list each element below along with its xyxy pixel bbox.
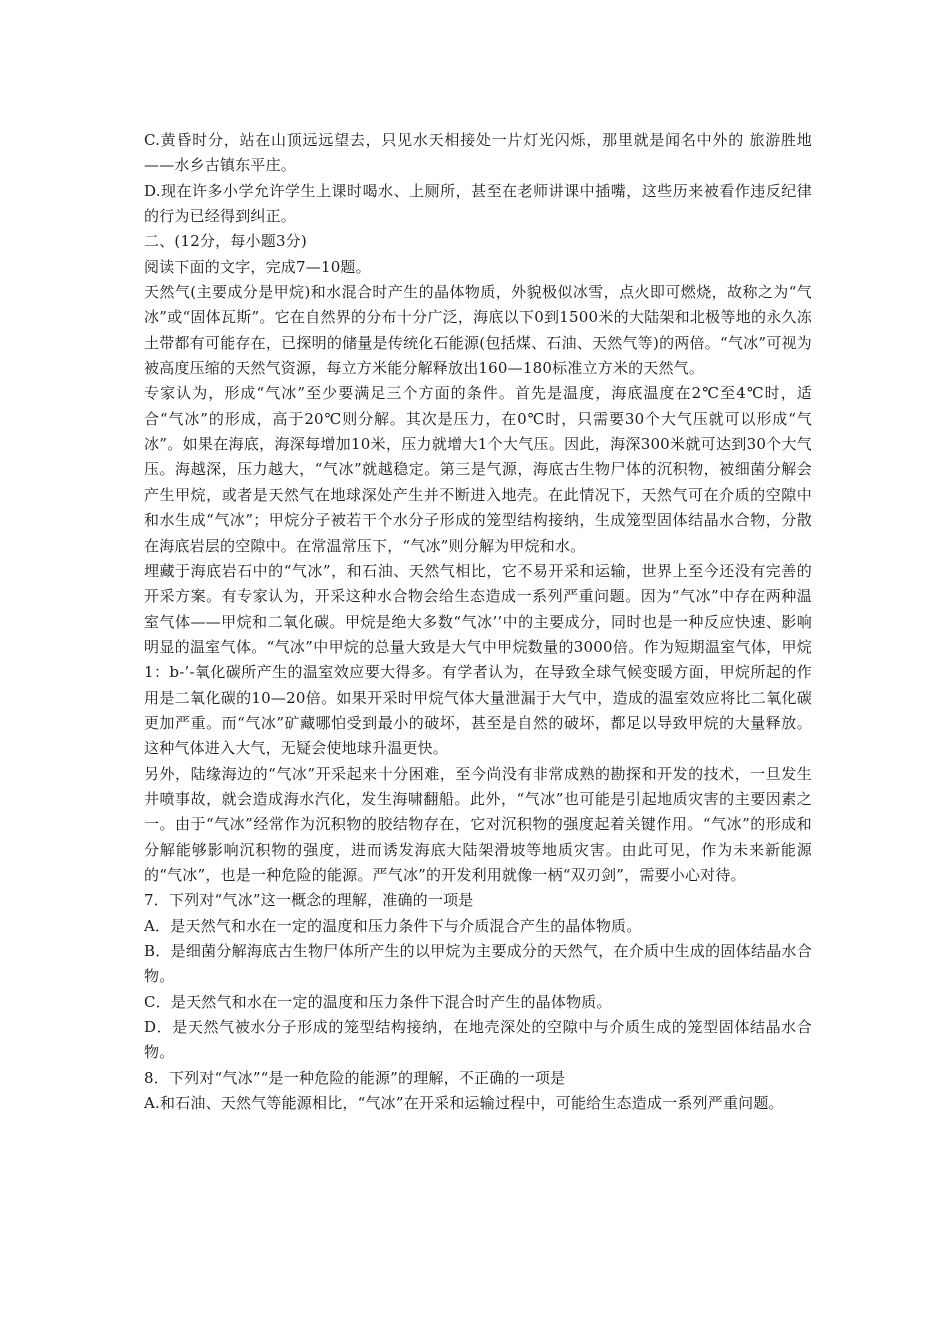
question-8-option-a: A.和石油、天然气等能源相比，“气冰”在开采和运输过程中，可能给生态造成一系列严重问题。 [144, 1094, 784, 1113]
question-7-option-d: D．是天然气被水分子形成的笼型结构接纳，在地壳深处的空隙中与介质生成的笼型固体结晶水合物。 [144, 1018, 812, 1062]
option-c-paragraph: C.黄昏时分，站在山顶远远望去，只见水天相接处一片灯光闪烁，那里就是闻名中外的 旅游胜地——水乡古镇东平庄。 [144, 131, 812, 175]
document-page [144, 128, 812, 1116]
passage-paragraph-2: 专家认为，形成“气冰”至少要满足三个方面的条件。首先是温度，海底温度在2℃至4℃时，适合“气冰”的形成，高于20℃则分解。其次是压力，在0℃时，只需要30个大气压就可以形成“气冰”。如果在海底，海深每增加10米，压力就增大1个大气压。因此，海深300米就可达到30个大气压。海越深，压力越大，“气冰”就越稳定。第三是气源，海底古生物尸体的沉积物，被细菌分解会产生甲烷，或者是天然气在地球深处产生并不断进入地壳。在此情况下，天然气可在介质的空隙中和水生成“气冰”；甲烷分子被若干个水分子形成的笼型结构接纳，生成笼型固体结晶水合物，分散在海底岩层的空隙中。在常温常压下，“气冰”则分解为甲烷和水。 [144, 384, 812, 555]
question-7-option-a: A．是天然气和水在一定的温度和压力条件下与介质混合产生的晶体物质。 [144, 916, 642, 935]
section-heading: 二、(12分，每小题3分) [144, 232, 307, 251]
passage-paragraph-3: 埋藏于海底岩石中的“气冰”，和石油、天然气相比，它不易开采和运输，世界上至今还没有完善的开采方案。有专家认为，开采这种水合物会给生态造成一系列严重问题。因为“气冰”中存在两种温室气体——甲烷和二氧化碳。甲烷是绝大多数“气冰’’中的主要成分，同时也是一种反应快速、影响明显的温室气体。“气冰”中甲烷的总量大致是大气中甲烷数量的3000倍。作为短期温室气体，甲烷1：b-’-氧化碳所产生的温室效应要大得多。有学者认为，在导致全球气候变暖方面，甲烷所起的作用是二氧化碳的10—20倍。如果开采时甲烷气体大量泄漏于大气中，造成的温室效应将比二氧化碳更加严重。而“气冰”矿藏哪怕受到最小的破坏，甚至是自然的破坏，都足以导致甲烷的大量释放。这种气体进入大气，无疑会使地球升温更快。 [144, 561, 812, 758]
question-8: 8．下列对“气冰”“是一种危险的能源”的理解，不正确的一项是 [144, 1068, 566, 1087]
question-7-option-c: C．是天然气和水在一定的温度和压力条件下混合时产生的晶体物质。 [144, 992, 612, 1011]
passage-paragraph-4: 另外，陆缘海边的“气冰”开采起来十分困难，至今尚没有非常成熟的勘探和开发的技术，一旦发生井喷事故，就会造成海水汽化，发生海啸翻船。此外，“气冰”也可能是引起地质灾害的主要因素之一。由于“气冰”经常作为沉积物的胶结物存在，它对沉积物的强度起着关键作用。“气冰”的形成和分解能够影响沉积物的强度，进而诱发海底大陆架滑坡等地质灾害。由此可见，作为未来新能源的“气冰”，也是一种危险的能源。严气冰”的开发利用就像一柄“双刃剑”，需要小心对待。 [144, 764, 812, 884]
question-7: 7．下列对“气冰”这一概念的理解，准确的一项是 [144, 891, 474, 910]
question-7-option-b: B．是细菌分解海底古生物尸体所产生的以甲烷为主要成分的天然气，在介质中生成的固体结晶水合物。 [144, 942, 812, 986]
option-d-paragraph: D.现在许多小学允许学生上课时喝水、上厕所，甚至在老师讲课中插嘴，这些历来被看作违反纪律的行为已经得到纠正。 [144, 181, 812, 226]
reading-instruction: 阅读下面的文字，完成7—10题。 [144, 257, 371, 276]
passage-paragraph-1: 天然气(主要成分是甲烷)和水混合时产生的晶体物质，外貌极似冰雪，点火即可燃烧，故称之为“气冰”或“固体瓦斯”。它在自然界的分布十分广泛，海底以下0到1500米的大陆架和北极等地的永久冻土带都有可能存在，已探明的储量是传统化石能源(包括煤、石油、天然气等)的两倍。“气冰”可视为被高度压缩的天然气资源，每立方米能分解释放出160—180标准立方米的天然气。 [144, 283, 812, 378]
